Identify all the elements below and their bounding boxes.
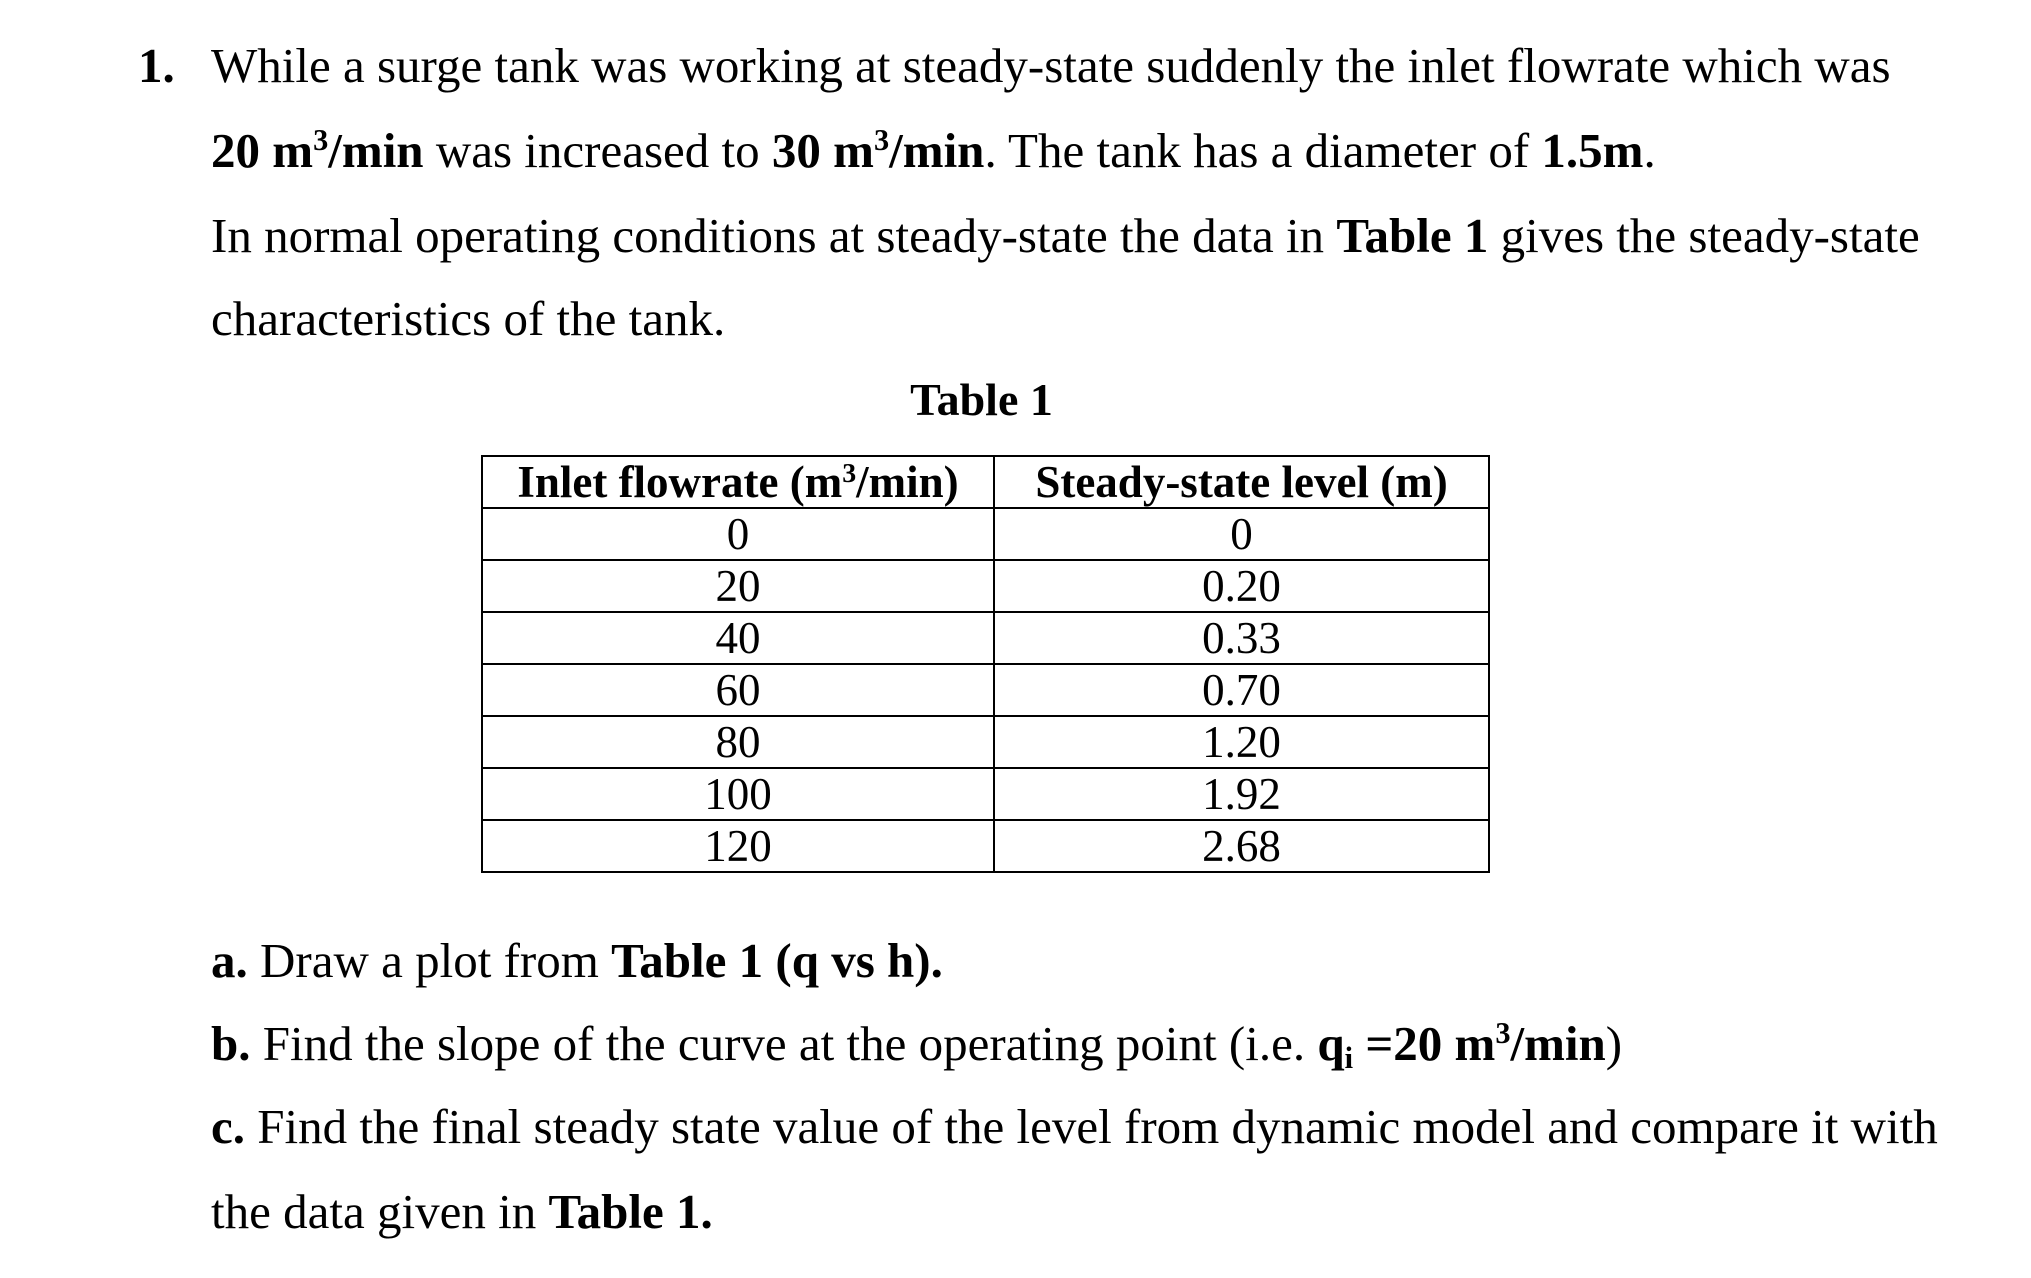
question-line-1-text	[211, 36, 1891, 96]
question-text-1: While a surge tank was working at steady-state suddenly the inlet flowrate which was	[211, 38, 1891, 93]
cell-level: 0.20	[994, 560, 1489, 612]
part-b-label: b.	[211, 1016, 251, 1071]
table-row	[482, 508, 1489, 560]
part-c-continued	[211, 1182, 713, 1242]
part-b-text: Find the slope of the curve at the operating point (i.e.	[250, 1016, 1318, 1071]
steady-state-table	[481, 455, 1490, 873]
cell-flowrate: 40	[482, 612, 994, 664]
cell-flowrate: 80	[482, 716, 994, 768]
table-row	[482, 820, 1489, 872]
part-a-label: a.	[211, 933, 248, 988]
part-a	[211, 931, 943, 991]
table-row	[482, 768, 1489, 820]
part-c-table-reference: Table 1.	[548, 1184, 713, 1239]
question-line-1	[138, 36, 175, 96]
cell-flowrate: 120	[482, 820, 994, 872]
cell-flowrate: 0	[482, 508, 994, 560]
cell-level: 2.68	[994, 820, 1489, 872]
table-reference: Table 1	[1336, 208, 1489, 263]
question-line-3	[211, 206, 1920, 266]
question-text-3a: In normal operating conditions at steady-state the data in	[211, 208, 1337, 263]
cell-level: 1.92	[994, 768, 1489, 820]
initial-flowrate: 20 $m^3/\min$	[211, 123, 424, 178]
table-header-row	[482, 456, 1489, 508]
cell-level: 1.20	[994, 716, 1489, 768]
final-flowrate: 30 $m^3/\min$	[771, 123, 985, 178]
part-c-text: Find the final steady state value of the level from dynamic model and compare it with	[245, 1099, 1938, 1154]
cell-flowrate: 60	[482, 664, 994, 716]
part-b: b. Find the slope of the curve at the operating point (i.e. $q_i =20$ $m^3/\min$)	[211, 1016, 1623, 1075]
part-a-bold: Table 1 (q vs h).	[611, 933, 943, 988]
part-c	[211, 1097, 1938, 1157]
cell-level: 0.70	[994, 664, 1489, 716]
question-text-3b: gives the steady-state	[1488, 208, 1920, 263]
question-number: 1.	[138, 38, 175, 93]
part-c-text-2: the data given in	[211, 1184, 549, 1239]
cell-level: 0.33	[994, 612, 1489, 664]
table-caption: Table 1	[910, 374, 1053, 425]
question-text-4: characteristics of the tank.	[211, 291, 726, 346]
question-text-2b: . The tank has a diameter of	[984, 123, 1542, 178]
cell-flowrate: 100	[482, 768, 994, 820]
operating-point: $q_i =20$ $m^3/\min$	[1317, 1016, 1606, 1075]
table-row	[482, 716, 1489, 768]
question-text-2a: was increased to	[423, 123, 772, 178]
column-header-inlet-flowrate: Inlet flowrate $(m^3/\min)$	[482, 456, 994, 508]
table-row	[482, 560, 1489, 612]
question-line-4	[211, 289, 725, 349]
table-row	[482, 664, 1489, 716]
tank-diameter: 1.5m	[1541, 123, 1644, 178]
question-line-2: 20 $m^3/\min$ was increased to 30 $m^3/\min$. The tank has a diameter of 1.5m.	[211, 123, 1656, 178]
cell-flowrate: 20	[482, 560, 994, 612]
part-c-label: c.	[211, 1099, 245, 1154]
table-row	[482, 612, 1489, 664]
column-header-steady-state-level: Steady-state level (m)	[994, 456, 1489, 508]
part-a-text: Draw a plot from	[247, 933, 612, 988]
cell-level: 0	[994, 508, 1489, 560]
